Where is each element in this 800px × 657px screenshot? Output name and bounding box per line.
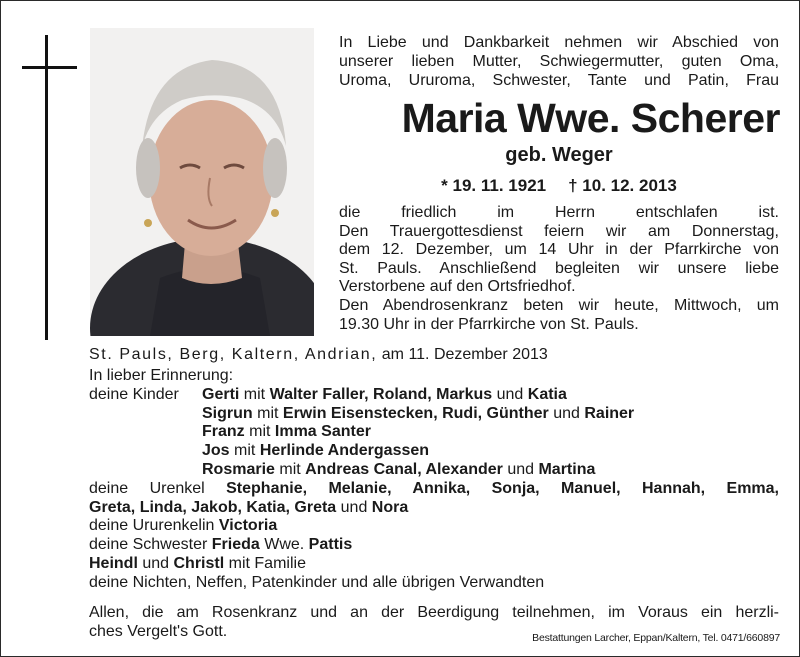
children-row — [89, 405, 779, 424]
child-name: Sigrun — [202, 404, 253, 422]
body-line: 19.30 Uhr in der Pfarrkirche von St. Pauls. — [339, 315, 639, 333]
intro-text — [339, 33, 779, 90]
child-name: Jos — [202, 442, 230, 460]
great-grandchild-label: deine Ururenkelin — [89, 517, 215, 535]
und-word: und — [340, 498, 368, 516]
relatives-row: deine Nichten, Neffen, Patenkinder und alle übrigen Verwandten — [89, 573, 545, 591]
grandchildren-names: Greta, Linda, Jakob, Katia, Greta — [89, 498, 337, 516]
grandchildren-row — [89, 480, 779, 499]
portrait-image — [90, 28, 314, 336]
grandchildren-names: Stephanie, Melanie, Annika, Sonja, Manuel, Hannah, Emma, — [226, 479, 779, 497]
deceased-name: Maria Wwe. Scherer — [401, 95, 780, 141]
mit-word: mit — [234, 442, 256, 460]
children-row — [89, 442, 779, 461]
closing-line: ches Vergelt's Gott. — [89, 623, 228, 640]
body-line: dem 12. Dezember, um 14 Uhr in der Pfarrkirche von — [339, 241, 779, 259]
mit-word: mit — [279, 460, 301, 478]
child-partner: Walter Faller, Roland, Markus — [269, 385, 493, 403]
sister-title: Wwe. — [264, 536, 305, 554]
und-word: und — [507, 460, 535, 478]
place-names: St. Pauls, Berg, Kaltern, Andrian, — [89, 346, 378, 363]
birth-date: * 19. 11. 1921 — [441, 176, 547, 195]
body-line: Verstorbene auf den Ortsfriedhof. — [339, 278, 576, 296]
place-and-date — [89, 345, 789, 364]
body-line: Den Trauergottesdienst feiern wir am Donnerstag, — [339, 222, 779, 240]
death-date: † 10. 12. 2013 — [568, 176, 677, 195]
child-last: Martina — [538, 460, 596, 478]
und-word: und — [496, 385, 524, 403]
mourners-list — [89, 367, 779, 593]
sister-row — [89, 536, 779, 555]
child-partner: Erwin Eisenstecken, Rudi, Günther — [282, 404, 549, 422]
service-details — [339, 204, 779, 334]
intro-line: unserer lieben Mutter, Schwiegermutter, guten Oma, — [339, 53, 779, 70]
life-dates — [339, 176, 779, 196]
notice-date: am 11. Dezember 2013 — [381, 346, 548, 363]
mit-word: mit — [257, 404, 279, 422]
cross-horizontal-bar — [22, 66, 77, 69]
child-name: Rosmarie — [202, 460, 275, 478]
child-partner: Imma Santer — [274, 423, 371, 441]
child-last: Rainer — [584, 404, 635, 422]
und-word: und — [142, 554, 170, 572]
child-name: Franz — [202, 423, 245, 441]
child-partner: Herlinde Andergassen — [259, 442, 430, 460]
children-row — [89, 386, 779, 405]
funeral-home-credit: Bestattungen Larcher, Eppan/Kaltern, Tel. 0471/660897 — [532, 632, 780, 644]
body-line: St. Pauls. Anschließend begleiten wir unsere liebe — [339, 259, 779, 277]
children-row — [89, 461, 779, 480]
grandchildren-label: deine Urenkel — [89, 479, 205, 497]
cross-vertical-bar — [45, 35, 48, 340]
family-row — [89, 555, 779, 574]
grandchildren-row — [89, 499, 779, 518]
body-line: Den Abendrosenkranz beten wir heute, Mittwoch, um — [339, 296, 779, 314]
children-label: deine Kinder — [89, 385, 179, 403]
und-word: und — [553, 404, 580, 422]
child-partner: Andreas Canal, Alexander — [305, 460, 503, 478]
mit-word: mit — [243, 385, 266, 403]
child-last: Katia — [527, 385, 567, 403]
body-line: die friedlich im Herrn entschlafen ist. — [339, 204, 779, 221]
birth-name: geb. Weger — [505, 144, 613, 166]
intro-line: Uroma, Ururoma, Schwester, Tante und Patin, Frau — [339, 72, 779, 89]
great-grandchild-row — [89, 517, 779, 536]
children-row — [89, 423, 779, 442]
child-name: Gerti — [202, 385, 240, 403]
sister-name: Frieda — [211, 536, 260, 554]
closing-line: Allen, die am Rosenkranz und an der Beerdigung teilnehmen, im Voraus ein herzli- — [89, 604, 779, 621]
grandchildren-last: Nora — [371, 498, 409, 516]
remembrance-heading: In lieber Erinnerung: — [89, 367, 234, 384]
family-name: Christl — [173, 554, 225, 572]
great-grandchild-name: Victoria — [218, 517, 278, 535]
sister-surname: Pattis — [308, 536, 353, 554]
family-suffix: mit Familie — [228, 554, 306, 572]
mit-word: mit — [249, 423, 271, 441]
family-name: Heindl — [89, 554, 138, 572]
intro-line: In Liebe und Dankbarkeit nehmen wir Abschied von — [339, 34, 779, 51]
sister-label: deine Schwester — [89, 536, 208, 554]
portrait-photo — [90, 28, 314, 336]
